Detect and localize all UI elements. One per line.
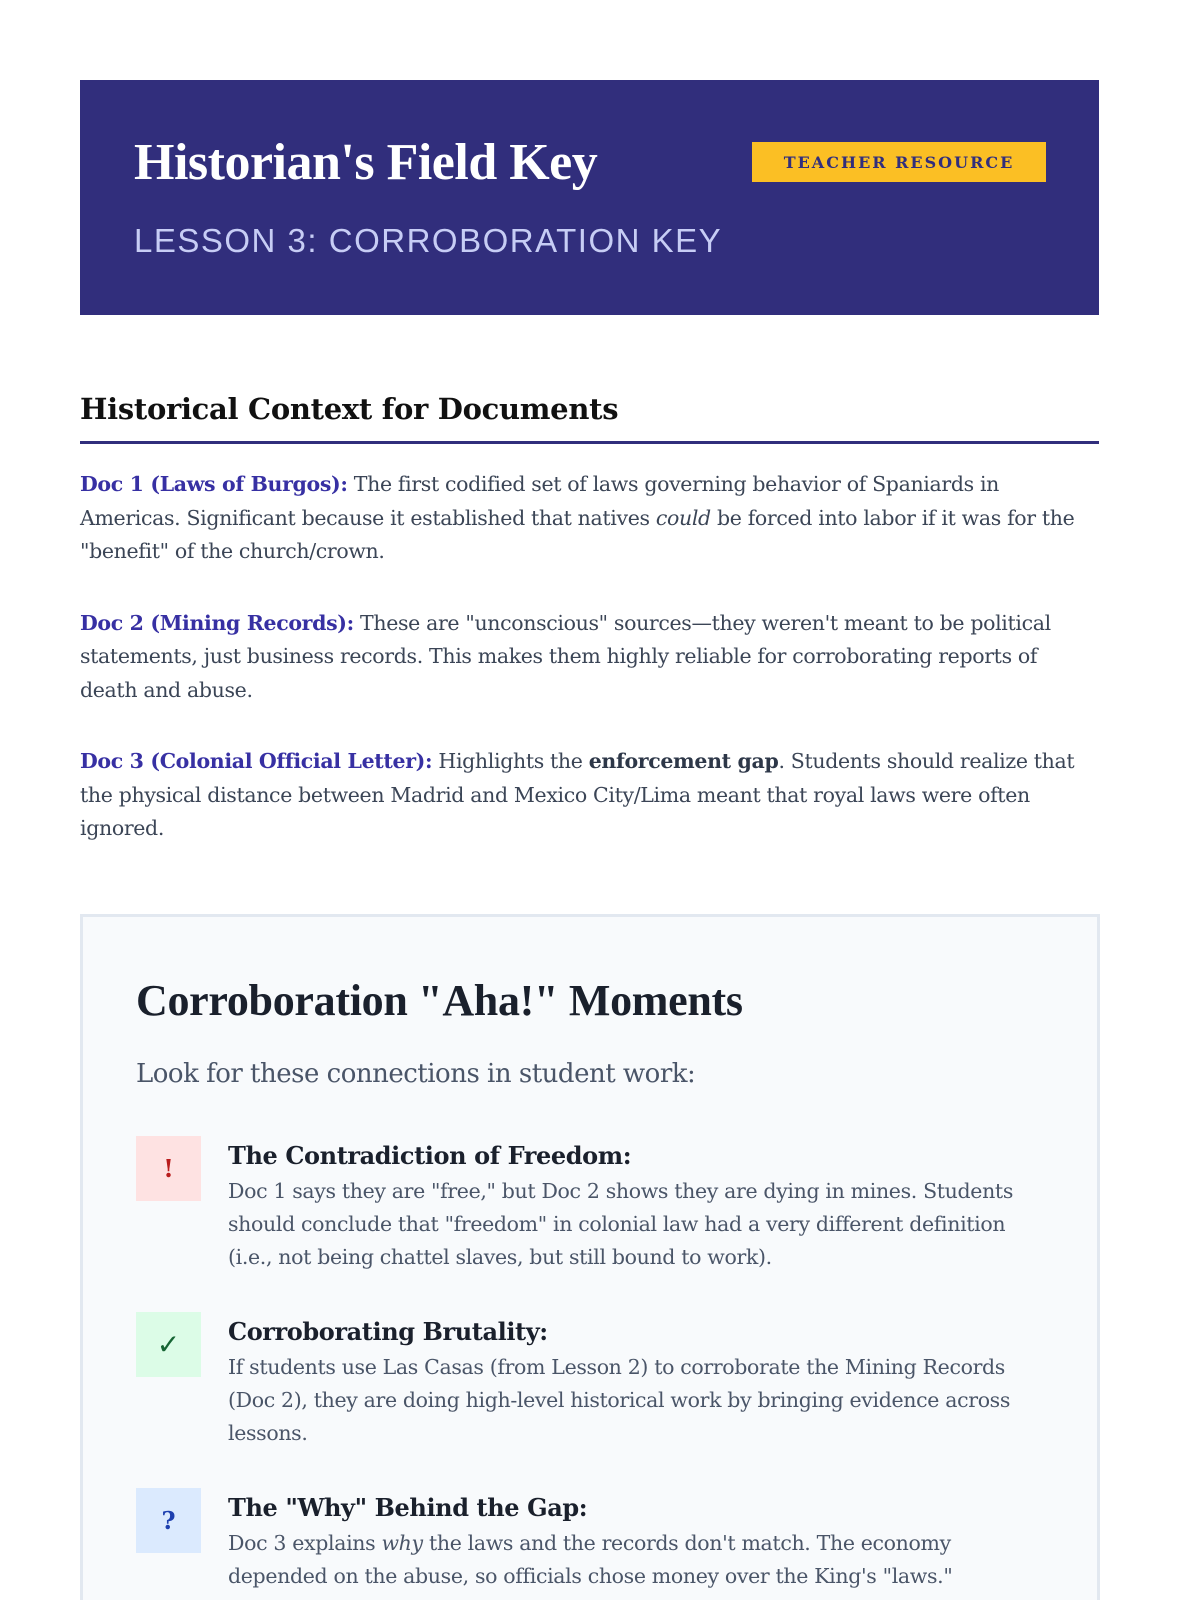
lesson-subtitle: LESSON 3: CORROBORATION KEY: [134, 222, 723, 259]
checkmark-icon: ✓: [136, 1312, 201, 1377]
aha-item-title: Corroborating Brutality:: [228, 1316, 548, 1346]
aha-item-body: [228, 1488, 1044, 1593]
aha-item: [136, 1488, 1044, 1593]
aha-item-text-a: Doc 3 explains: [228, 1530, 382, 1555]
doc-2-context: [80, 607, 1099, 708]
doc-3-text-b: . Students should realize that the physical distance between Madrid and Mexico City/Lima meant that royal laws were often ignored.: [80, 749, 1075, 840]
aha-item-text: Doc 1 says they are "free," but Doc 2 shows they are dying in mines. Students should conclude that "freedom" in colonial law had a very different definition (i.e., not being chattel slaves, but still bound to work).: [228, 1178, 1013, 1269]
aha-item: [136, 1312, 1044, 1450]
doc-1-context: [80, 468, 1099, 569]
doc-3-label: Doc 3 (Colonial Official Letter):: [80, 749, 433, 773]
context-section: [80, 387, 1099, 846]
exclamation-icon: !: [136, 1136, 201, 1201]
page-title: Historian's Field Key: [134, 134, 598, 191]
doc-3-context: [80, 745, 1099, 846]
aha-item: [136, 1136, 1044, 1274]
aha-moments-box: [80, 914, 1100, 1600]
teacher-resource-badge: TEACHER RESOURCE: [752, 142, 1046, 182]
aha-item-title: The Contradiction of Freedom:: [228, 1140, 632, 1170]
doc-1-text-a: The first codified set of laws governing behavior of Spaniards in Americas. Significant because it established that natives: [80, 472, 1000, 530]
aha-item-text: If students use Las Casas (from Lesson 2) to corroborate the Mining Records (Doc 2), they are doing high-level historical work by bringing evidence across lessons.: [228, 1354, 1011, 1445]
aha-intro: Look for these connections in student work:: [136, 1058, 696, 1089]
aha-item-body: [228, 1136, 1044, 1274]
doc-1-text-b: be forced into labor if it was for the "benefit" of the church/crown.: [80, 505, 1075, 563]
aha-item-title: The "Why" Behind the Gap:: [228, 1492, 588, 1522]
doc-3-strong: enforcement gap: [588, 749, 779, 773]
aha-item-body: [228, 1312, 1044, 1450]
question-icon: ?: [136, 1488, 201, 1553]
aha-item-text-b: the laws and the records don't match. The economy depended on the abuse, so officials chose money over the King's "laws.": [228, 1530, 953, 1588]
doc-2-label: Doc 2 (Mining Records):: [80, 610, 354, 635]
doc-1-label: Doc 1 (Laws of Burgos):: [80, 472, 348, 496]
doc-3-text-a: Highlights the: [432, 749, 589, 773]
doc-1-emphasis: could: [655, 505, 711, 530]
context-heading: Historical Context for Documents: [80, 387, 1099, 444]
aha-title: Corroboration "Aha!" Moments: [136, 975, 743, 1025]
doc-2-text: These are "unconscious" sources—they weren't meant to be political statements, just business records. This makes them highly reliable for corroborating reports of death and abuse.: [80, 610, 1051, 702]
aha-item-emphasis: why: [381, 1530, 423, 1555]
aha-item-text: [228, 1527, 1028, 1593]
header-banner: [80, 80, 1099, 315]
